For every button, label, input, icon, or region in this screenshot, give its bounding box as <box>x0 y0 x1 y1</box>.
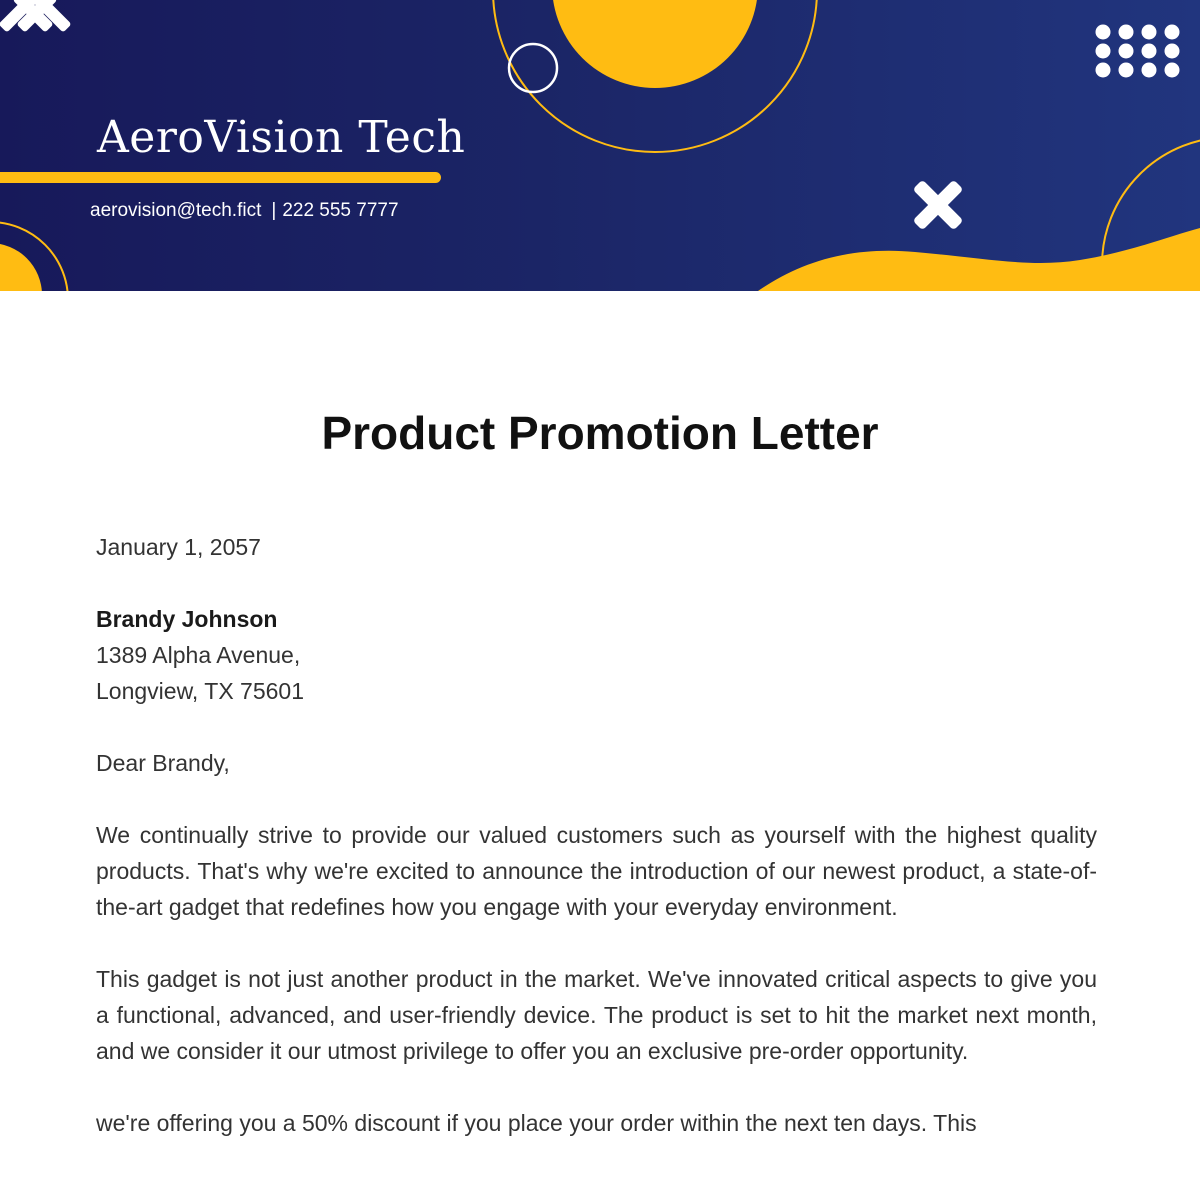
contact-separator: | <box>271 200 277 221</box>
letter-date: January 1, 2057 <box>96 534 261 560</box>
yellow-wave-shape <box>758 228 1200 291</box>
yellow-blob-left-shape <box>0 243 42 291</box>
recipient-address-line2: Longview, TX 75601 <box>96 678 305 704</box>
body-paragraph: This gadget is not just another product in the market. We've innovated critical aspects to give you a functional, advanced, and user-friendly device. The product is set to hit the market next month, and we consider it our utmost privilege to offer you an exclusive pre-order opportunity. <box>96 966 1097 1064</box>
contact-phone[interactable]: 222 555 7777 <box>282 200 399 221</box>
dot-grid-shape <box>1096 25 1180 78</box>
document-title: Product Promotion Letter <box>321 407 879 459</box>
white-ring-shape <box>509 44 557 92</box>
recipient-name: Brandy Johnson <box>96 606 278 632</box>
company-name-underline <box>0 172 441 183</box>
contact-info <box>90 200 399 222</box>
body-paragraph: We continually strive to provide our valued customers such as yourself with the highest quality products. That's why we're excited to announce the introduction of our newest product, a state-of-the-art gadget that redefines how you engage with your everyday environment. <box>96 822 1097 920</box>
letter-body <box>96 529 1097 1177</box>
company-name: AeroVision Tech <box>97 112 466 163</box>
yellow-circle-shape <box>552 0 758 88</box>
letterhead-banner <box>0 0 1200 291</box>
salutation: Dear Brandy, <box>96 750 230 776</box>
cross-icon-top-left <box>0 0 72 33</box>
body-paragraph: we're offering you a 50% discount if you place your order within the next ten days. This <box>96 1110 977 1136</box>
contact-email[interactable]: aerovision@tech.fict <box>90 200 262 221</box>
recipient-address-line1: 1389 Alpha Avenue, <box>96 642 301 668</box>
cross-icon-right <box>913 180 964 231</box>
